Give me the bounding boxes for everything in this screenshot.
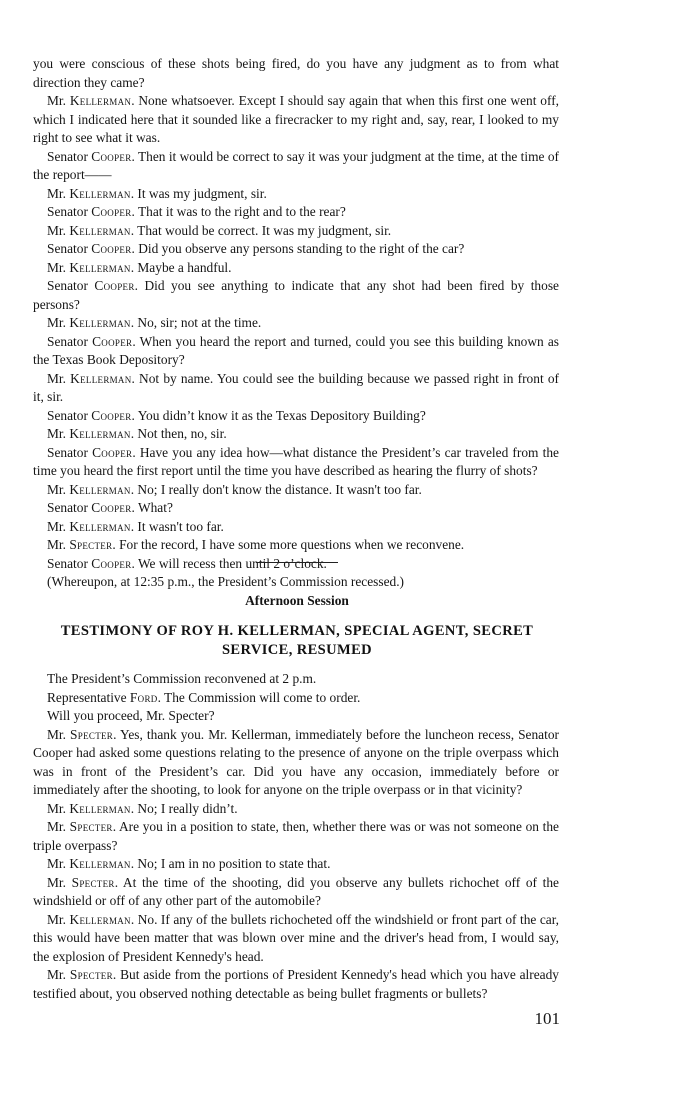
paragraph-text: . We will recess then until 2 o’clock. <box>131 555 327 571</box>
testimony-paragraph <box>33 818 559 855</box>
speaker-name: Specter <box>70 726 114 742</box>
speaker-title: Representative <box>47 689 130 705</box>
page-number: 101 <box>534 1009 560 1028</box>
testimony-paragraph <box>33 573 559 592</box>
testimony-paragraph <box>33 518 559 537</box>
testimony-paragraph <box>33 314 559 333</box>
paragraph-text: . At the time of the shooting, did you observe any bullets richochet off of the windshield or off of any other part of the automobile? <box>33 874 559 908</box>
paragraph-text: . No; I really don't know the distance. It wasn't too far. <box>130 481 422 497</box>
testimony-block-afternoon <box>33 670 559 1003</box>
testimony-paragraph <box>33 425 559 444</box>
speaker-title: Mr. <box>47 518 70 534</box>
speaker-name: Cooper <box>92 444 133 460</box>
paragraph-text: . Not then, no, sir. <box>130 426 227 441</box>
testimony-paragraph <box>33 499 559 518</box>
speaker-name: Kellerman <box>69 518 131 534</box>
testimony-paragraph <box>33 240 559 259</box>
speaker-name: Cooper <box>91 555 132 571</box>
speaker-title: Mr. <box>47 856 70 871</box>
speaker-title: Mr. <box>47 315 70 330</box>
speaker-name: Kellerman <box>69 800 131 816</box>
paragraph-text: . The Commission will come to order. <box>157 689 361 705</box>
testimony-paragraph <box>33 555 559 574</box>
paragraph-text: you were conscious of these shots being fired, do you have any judgment as to from what direction they came? <box>33 56 559 90</box>
speaker-name: Kellerman <box>69 185 131 201</box>
speaker-title: Senator <box>47 333 93 349</box>
speaker-title: Senator <box>47 241 92 256</box>
testimony-paragraph <box>33 444 559 481</box>
testimony-paragraph <box>33 92 559 148</box>
speaker-name: Cooper <box>91 407 132 423</box>
speaker-title: Mr. <box>47 370 71 386</box>
speaker-title: Mr. <box>47 800 70 816</box>
speaker-title: Senator <box>47 278 95 293</box>
speaker-name: Kellerman <box>69 856 131 871</box>
paragraph-text: . No. If any of the bullets richocheted off the windshield or front part of the car, this would have been matter that was blown over mine and the driver's head from, I would say, the explosion of President Kennedy's head. <box>33 911 559 964</box>
speaker-name: Cooper <box>92 333 133 349</box>
testimony-paragraph <box>33 855 559 874</box>
testimony-paragraph <box>33 911 559 967</box>
paragraph-text: . No; I am in no position to state that. <box>130 856 331 871</box>
testimony-paragraph <box>33 707 559 726</box>
speaker-title: Mr. <box>47 726 71 742</box>
speaker-title: Senator <box>47 500 92 515</box>
speaker-title: Senator <box>47 555 92 571</box>
speaker-name: Cooper <box>94 278 135 293</box>
paragraph-text: . What? <box>131 500 173 515</box>
testimony-paragraph <box>33 148 559 185</box>
paragraph-text: . You didn’t know it as the Texas Depository Building? <box>131 407 426 423</box>
speaker-name: Ford <box>129 689 158 705</box>
speaker-title: Mr. <box>47 185 70 201</box>
speaker-title: Mr. <box>47 481 70 497</box>
speaker-title: Senator <box>47 204 92 219</box>
speaker-name: Specter <box>69 819 113 834</box>
testimony-paragraph <box>33 670 559 689</box>
paragraph-text: . Then it would be correct to say it was your judgment at the time, at the time of the report—— <box>33 148 559 182</box>
testimony-paragraph <box>33 370 559 407</box>
speaker-title: Mr. <box>47 874 72 890</box>
paragraph-text: . Did you see anything to indicate that any shot had been fired by those persons? <box>33 278 559 312</box>
paragraph-text: . Yes, thank you. Mr. Kellerman, immediately before the luncheon recess, Senator Cooper had asked some questions relating to the presence of anyone on the triple overpass which was in front of the President’s car. Did you have any occasion, immediately before or immediately after the shooting, to look for anyone on the triple overpass or in that vicinity? <box>33 726 560 797</box>
testimony-paragraph <box>33 874 559 911</box>
speaker-name: Kellerman <box>69 315 131 330</box>
speaker-title: Mr. <box>47 819 70 834</box>
testimony-paragraph <box>33 689 559 708</box>
speaker-name: Kellerman <box>70 370 132 386</box>
testimony-paragraph <box>33 726 559 800</box>
paragraph-text: . When you heard the report and turned, could you see this building known as the Texas Book Depository? <box>33 333 559 367</box>
testimony-block-morning <box>33 55 559 592</box>
testimony-heading-line-1: TESTIMONY OF ROY H. KELLERMAN, SPECIAL AGENT, SECRET <box>60 623 534 639</box>
speaker-name: Cooper <box>91 204 132 219</box>
paragraph-text: . Have you any idea how—what distance the President’s car traveled from the time you heard the first report until the time you have described as hearing the flurry of shots? <box>33 444 559 478</box>
testimony-heading-line-2: SERVICE, RESUMED <box>221 642 373 658</box>
speaker-title: Senator <box>47 407 92 423</box>
paragraph-text: . Maybe a handful. <box>130 259 232 275</box>
paragraph-text: . Did you observe any persons standing to the right of the car? <box>131 241 465 256</box>
paragraph-text: (Whereupon, at 12:35 p.m., the President’s Commission recessed.) <box>47 574 405 589</box>
paragraph-text: . That it was to the right and to the rear? <box>131 204 346 219</box>
speaker-name: Specter <box>71 874 115 890</box>
speaker-name: Kellerman <box>69 426 131 441</box>
speaker-name: Kellerman <box>69 222 131 238</box>
testimony-paragraph <box>33 55 559 92</box>
testimony-paragraph <box>33 800 559 819</box>
speaker-title: Mr. <box>47 259 70 275</box>
testimony-paragraph <box>33 203 559 222</box>
session-title: Afternoon Session <box>245 593 349 608</box>
speaker-title: Senator <box>47 148 92 164</box>
testimony-paragraph <box>33 407 559 426</box>
testimony-paragraph <box>33 536 559 555</box>
paragraph-text: . Not by name. You could see the building because we passed right in front of it, sir. <box>33 370 559 404</box>
testimony-paragraph <box>33 222 559 241</box>
speaker-title: Mr. <box>47 222 70 238</box>
testimony-paragraph <box>33 259 559 278</box>
testimony-paragraph <box>33 185 559 204</box>
speaker-title: Mr. <box>47 93 70 108</box>
speaker-name: Specter <box>69 967 113 982</box>
paragraph-text: . That would be correct. It was my judgment, sir. <box>130 222 392 238</box>
speaker-name: Specter <box>69 537 113 552</box>
speaker-title: Mr. <box>47 911 70 927</box>
paragraph-text: . No, sir; not at the time. <box>130 315 262 330</box>
paragraph-text: . Are you in a position to state, then, whether there was or was not someone on the triple overpass? <box>33 819 559 853</box>
testimony-paragraph <box>33 277 559 314</box>
speaker-name: Cooper <box>91 241 132 256</box>
paragraph-text: . But aside from the portions of President Kennedy's head which you have already testified about, you observed nothing detectable as being bullet fragments or bullets? <box>33 967 560 1001</box>
paragraph-text: . No; I really didn’t. <box>130 800 238 816</box>
speaker-title: Mr. <box>47 426 70 441</box>
paragraph-text: . It was my judgment, sir. <box>130 185 267 201</box>
paragraph-text: . For the record, I have some more questions when we reconvene. <box>112 537 465 552</box>
paragraph-text: The President’s Commission reconvened at 2 p.m. <box>47 671 317 686</box>
testimony-paragraph <box>33 966 559 1003</box>
speaker-name: Cooper <box>91 148 132 164</box>
paragraph-text: Will you proceed, Mr. Specter? <box>47 708 215 723</box>
section-divider <box>256 562 338 563</box>
speaker-title: Senator <box>47 444 93 460</box>
testimony-paragraph <box>33 481 559 500</box>
speaker-name: Cooper <box>91 500 132 515</box>
speaker-name: Kellerman <box>69 481 131 497</box>
speaker-name: Kellerman <box>69 93 132 108</box>
speaker-name: Kellerman <box>69 911 131 927</box>
paragraph-text: . It wasn't too far. <box>130 518 224 534</box>
testimony-heading <box>40 622 554 660</box>
speaker-name: Kellerman <box>69 259 131 275</box>
speaker-title: Mr. <box>47 967 70 982</box>
speaker-title: Mr. <box>47 537 70 552</box>
paragraph-text: . None whatsoever. Except I should say again that when this first one went off, which I indicated here that it sounded like a firecracker to my right and, say, rear, I looked to my right to see what it was. <box>33 93 559 145</box>
testimony-paragraph <box>33 333 559 370</box>
